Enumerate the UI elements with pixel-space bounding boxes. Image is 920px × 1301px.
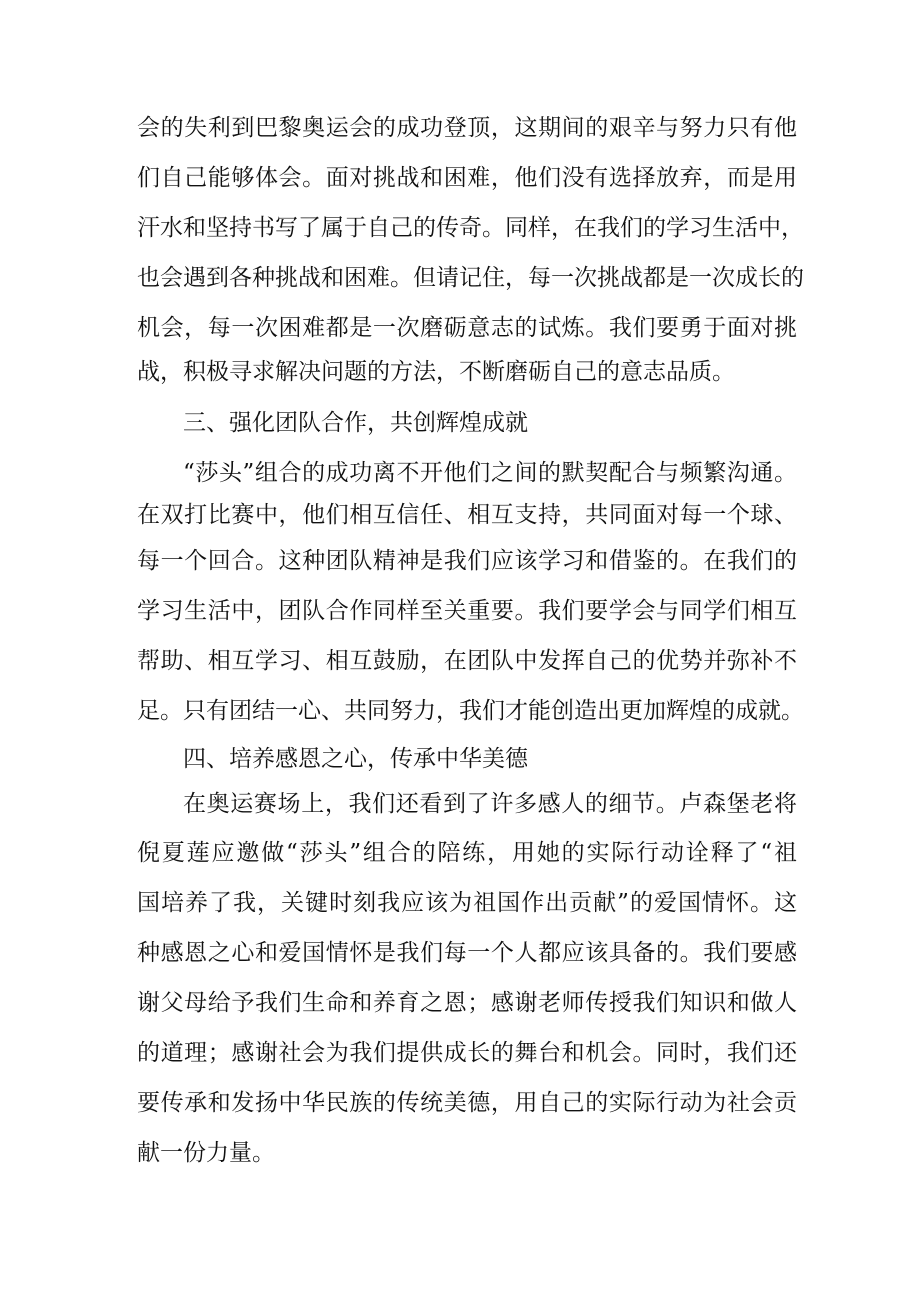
paragraph-line: 汗水和坚持书写了属于自己的传奇。同样，在我们的学习生活中，	[137, 215, 804, 241]
paragraph-line: 学习生活中，团队合作同样至关重要。我们要学会与同学们相互	[137, 598, 797, 624]
paragraph-line: 会的失利到巴黎奥运会的成功登顶，这期间的艰辛与努力只有他	[137, 115, 797, 141]
paragraph-line: 要传承和发扬中华民族的传统美德，用自己的实际行动为社会贡	[137, 1090, 797, 1116]
paragraph-line: 每一个回合。这种团队精神是我们应该学习和借鉴的。在我们的	[137, 548, 797, 574]
paragraph-line: 战，积极寻求解决问题的方法，不断磨砺自己的意志品质。	[137, 359, 735, 385]
paragraph-line: 国培养了我，关键时刻我应该为祖国作出贡献”的爱国情怀。这	[137, 890, 797, 916]
paragraph-line: 在奥运赛场上，我们还看到了许多感人的细节。卢森堡老将	[183, 791, 797, 817]
paragraph-line: 种感恩之心和爱国情怀是我们每一个人都应该具备的。我们要感	[137, 940, 797, 966]
paragraph-line: 的道理；感谢社会为我们提供成长的舞台和机会。同时，我们还	[137, 1040, 797, 1066]
paragraph-line: 献一份力量。	[137, 1140, 275, 1166]
paragraph-line: “莎头”组合的成功离不开他们之间的默契配合与频繁沟通。	[183, 460, 797, 486]
paragraph-line: 们自己能够体会。面对挑战和困难，他们没有选择放弃，而是用	[137, 165, 797, 191]
section-heading-4: 四、培养感恩之心，传承中华美德	[183, 746, 528, 772]
paragraph-line: 帮助、相互学习、相互鼓励，在团队中发挥自己的优势并弥补不	[137, 648, 797, 674]
paragraph-line: 谢父母给予我们生命和养育之恩；感谢老师传授我们知识和做人	[137, 990, 797, 1016]
paragraph-line: 倪夏莲应邀做“莎头”组合的陪练，用她的实际行动诠释了“祖	[137, 840, 797, 866]
section-heading-3: 三、强化团队合作，共创辉煌成就	[183, 410, 528, 436]
paragraph-line: 机会，每一次困难都是一次磨砺意志的试炼。我们要勇于面对挑	[137, 315, 797, 341]
paragraph-line: 足。只有团结一心、共同努力，我们才能创造出更加辉煌的成就。	[137, 698, 804, 724]
paragraph-line: 在双打比赛中，他们相互信任、相互支持，共同面对每一个球、	[137, 502, 797, 528]
paragraph-line: 也会遇到各种挑战和困难。但请记住，每一次挑战都是一次成长的	[137, 265, 804, 291]
